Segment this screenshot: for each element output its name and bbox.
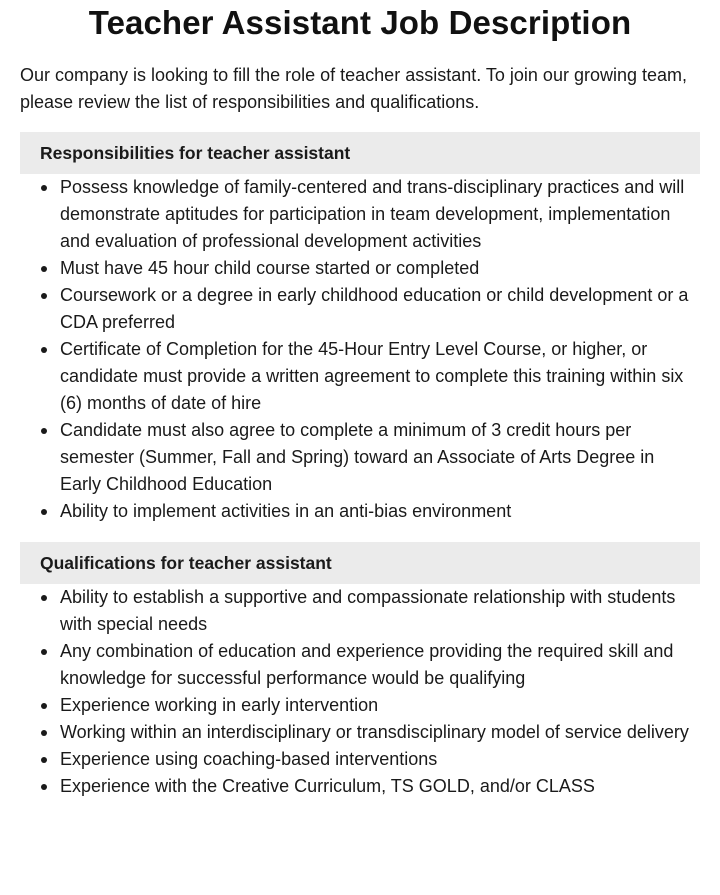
list-item-text: Candidate must also agree to complete a minimum of 3 credit hours per semester (Summer, Fall and Spring) toward an Associate of Arts Degree in Early Childhood Education: [60, 420, 655, 494]
list-item-text: Possess knowledge of family-centered and trans-disciplinary practices and will demonstrate aptitudes for participation in team development, implementation and evaluation of professional development activities: [60, 177, 685, 251]
list-item-text: Experience with the Creative Curriculum, TS GOLD, and/or CLASS: [60, 776, 595, 796]
bullet-icon: [41, 649, 47, 655]
qualifications-heading: Qualifications for teacher assistant: [20, 542, 700, 584]
list-item: [60, 174, 700, 255]
list-item: [60, 719, 700, 746]
list-item: [60, 746, 700, 773]
list-item: [60, 584, 700, 638]
bullet-icon: [41, 347, 47, 353]
qualifications-list: [20, 584, 700, 800]
list-item: [60, 498, 700, 525]
list-item-text: Experience working in early intervention: [60, 695, 379, 715]
page-title: Teacher Assistant Job Description: [88, 4, 632, 41]
bullet-icon: [41, 595, 47, 601]
bullet-icon: [41, 757, 47, 763]
list-item-text: Coursework or a degree in early childhood education or child development or a CDA preferred: [60, 285, 689, 332]
intro-paragraph: Our company is looking to fill the role of teacher assistant. To join our growing team, please review the list of responsibilities and qualifications.: [20, 65, 688, 112]
responsibilities-heading: Responsibilities for teacher assistant: [20, 132, 700, 174]
bullet-icon: [41, 428, 47, 434]
list-item: [60, 692, 700, 719]
list-item: [60, 336, 700, 417]
bullet-icon: [41, 784, 47, 790]
list-item: [60, 417, 700, 498]
list-item-text: Certificate of Completion for the 45-Hour Entry Level Course, or higher, or candidate must provide a written agreement to complete this training within six (6) months of date of hire: [60, 339, 684, 413]
bullet-icon: [41, 293, 47, 299]
responsibilities-list: [20, 174, 700, 525]
list-item-text: Experience using coaching-based interventions: [60, 749, 438, 769]
list-item-text: Any combination of education and experience providing the required skill and knowledge for successful performance would be qualifying: [60, 641, 674, 688]
list-item: [60, 282, 700, 336]
bullet-icon: [41, 703, 47, 709]
list-item: [60, 255, 700, 282]
list-item-text: Ability to implement activities in an anti-bias environment: [60, 501, 512, 521]
list-item: [60, 638, 700, 692]
bullet-icon: [41, 266, 47, 272]
list-item-text: Ability to establish a supportive and compassionate relationship with students with special needs: [60, 587, 676, 634]
bullet-icon: [41, 509, 47, 515]
list-item-text: Must have 45 hour child course started or completed: [60, 258, 480, 278]
bullet-icon: [41, 185, 47, 191]
list-item-text: Working within an interdisciplinary or transdisciplinary model of service delivery: [60, 722, 689, 742]
bullet-icon: [41, 730, 47, 736]
list-item: [60, 773, 700, 800]
